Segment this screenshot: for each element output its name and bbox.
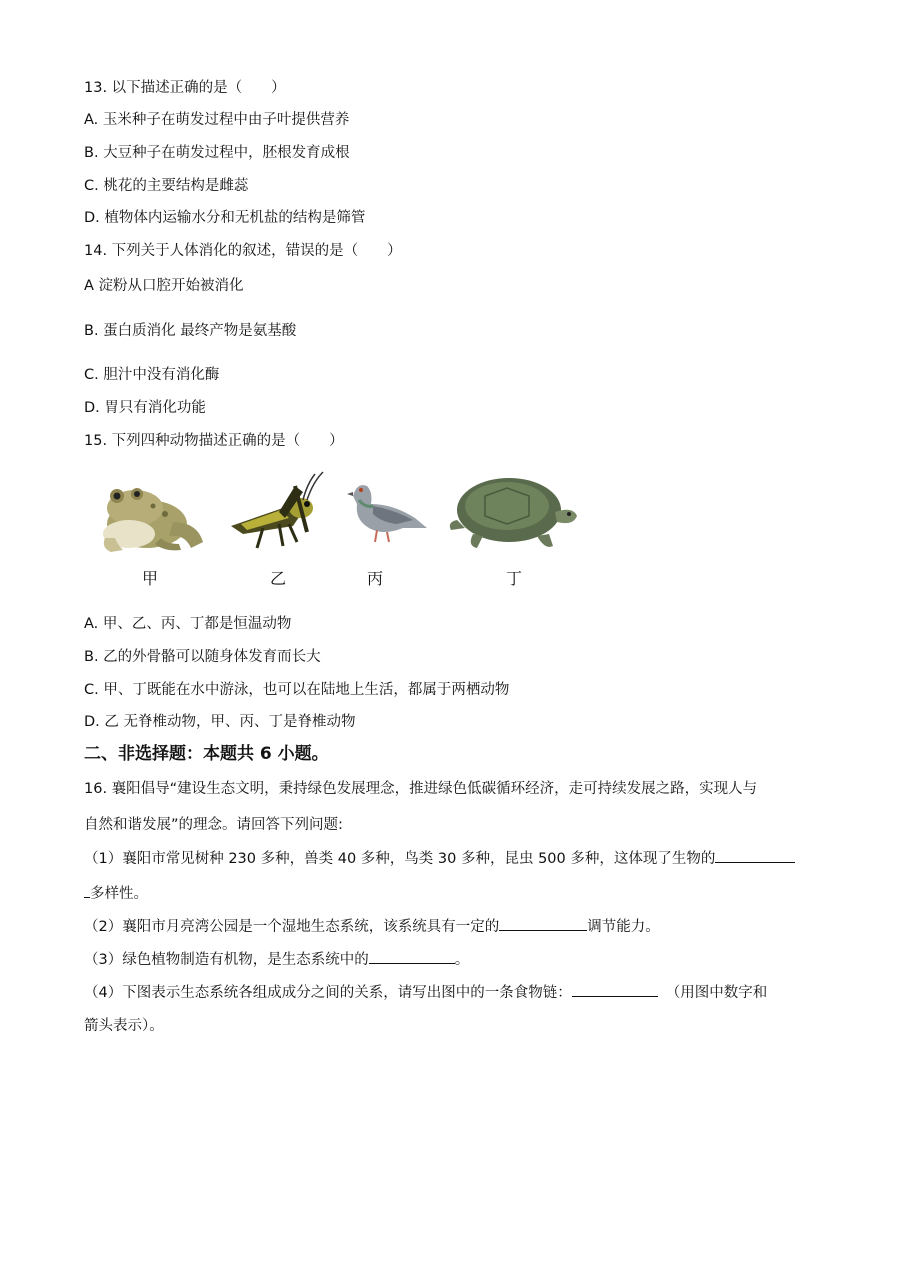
q13-stem: 13. 以下描述正确的是（ ） <box>84 80 286 96</box>
q16-part1-line1 <box>84 848 795 869</box>
q14-stem: 14. 下列关于人体消化的叙述，错误的是（ ） <box>84 243 402 259</box>
q15-option-c: C. 甲、丁既能在水中游泳，也可以在陆地上生活，都属于两栖动物 <box>84 682 510 698</box>
q13-option-d: D. 植物体内运输水分和无机盐的结构是筛管 <box>84 210 366 226</box>
q16-part3-text: （3）绿色植物制造有机物，是生态系统中的 <box>84 952 369 968</box>
q14-option-a: A 淀粉从口腔开始被消化 <box>84 278 244 294</box>
q13-option-b: B. 大豆种子在萌发过程中，胚根发育成根 <box>84 145 350 161</box>
q15-option-b: B. 乙的外骨骼可以随身体发育而长大 <box>84 649 321 665</box>
q16-part4-line1 <box>84 982 767 1003</box>
q15-stem: 15. 下列四种动物描述正确的是（ ） <box>84 433 344 449</box>
q16-part2-tail: 调节能力。 <box>587 919 660 935</box>
q16-part3-tail: 。 <box>454 952 470 968</box>
q15-option-d: D. 乙 无脊椎动物，甲、丙、丁是脊椎动物 <box>84 714 356 730</box>
q16-stem-line2: 自然和谐发展”的理念。请回答下列问题: <box>84 817 343 833</box>
q16-stem-line1: 16. 襄阳倡导“建设生态文明，秉持绿色发展理念，推进绿色低碳循环经济，走可持续发展之路，实现人与 <box>84 781 758 797</box>
q16-part1-line2 <box>84 883 148 904</box>
frog-image <box>95 478 210 558</box>
q13-option-a: A. 玉米种子在萌发过程中由子叶提供营养 <box>84 112 350 128</box>
q16-part2 <box>84 916 660 937</box>
answer-blank-2[interactable] <box>499 916 587 931</box>
q14-option-b: B. 蛋白质消化 最终产物是氨基酸 <box>84 323 297 339</box>
section-heading: 二、非选择题：本题共 6 小题。 <box>84 744 329 764</box>
q16-part1-tail: 多样性。 <box>90 886 148 902</box>
q14-option-c: C. 胆汁中没有消化酶 <box>84 367 220 383</box>
q13-option-c: C. 桃花的主要结构是雌蕊 <box>84 178 249 194</box>
answer-blank-1[interactable] <box>715 848 795 863</box>
answer-blank-4[interactable] <box>572 982 658 997</box>
label-ding: 丁 <box>505 569 522 588</box>
animal-figure <box>95 466 595 591</box>
q16-part4-line2: 箭头表示）。 <box>84 1018 164 1034</box>
q16-part3 <box>84 949 469 970</box>
label-jia: 甲 <box>141 569 158 588</box>
q14-option-d: D. 胃只有消化功能 <box>84 400 206 416</box>
turtle-image <box>445 466 580 558</box>
q15-option-a: A. 甲、乙、丙、丁都是恒温动物 <box>84 616 292 632</box>
q16-part4-text: （4）下图表示生态系统各组成成分之间的关系，请写出图中的一条食物链： <box>84 985 572 1001</box>
q16-part4-tail: （用图中数字和 <box>665 985 768 1001</box>
label-yi: 乙 <box>269 569 286 588</box>
grasshopper-image <box>223 468 328 558</box>
q16-part1-text: （1）襄阳市常见树种 230 多种，兽类 40 多种，鸟类 30 多种，昆虫 500 多种，这体现了生物的 <box>84 851 716 867</box>
answer-blank-3[interactable] <box>369 949 455 964</box>
pigeon-image <box>343 474 428 546</box>
label-bing: 丙 <box>366 569 383 588</box>
q16-part2-text: （2）襄阳市月亮湾公园是一个湿地生态系统，该系统具有一定的 <box>84 919 500 935</box>
